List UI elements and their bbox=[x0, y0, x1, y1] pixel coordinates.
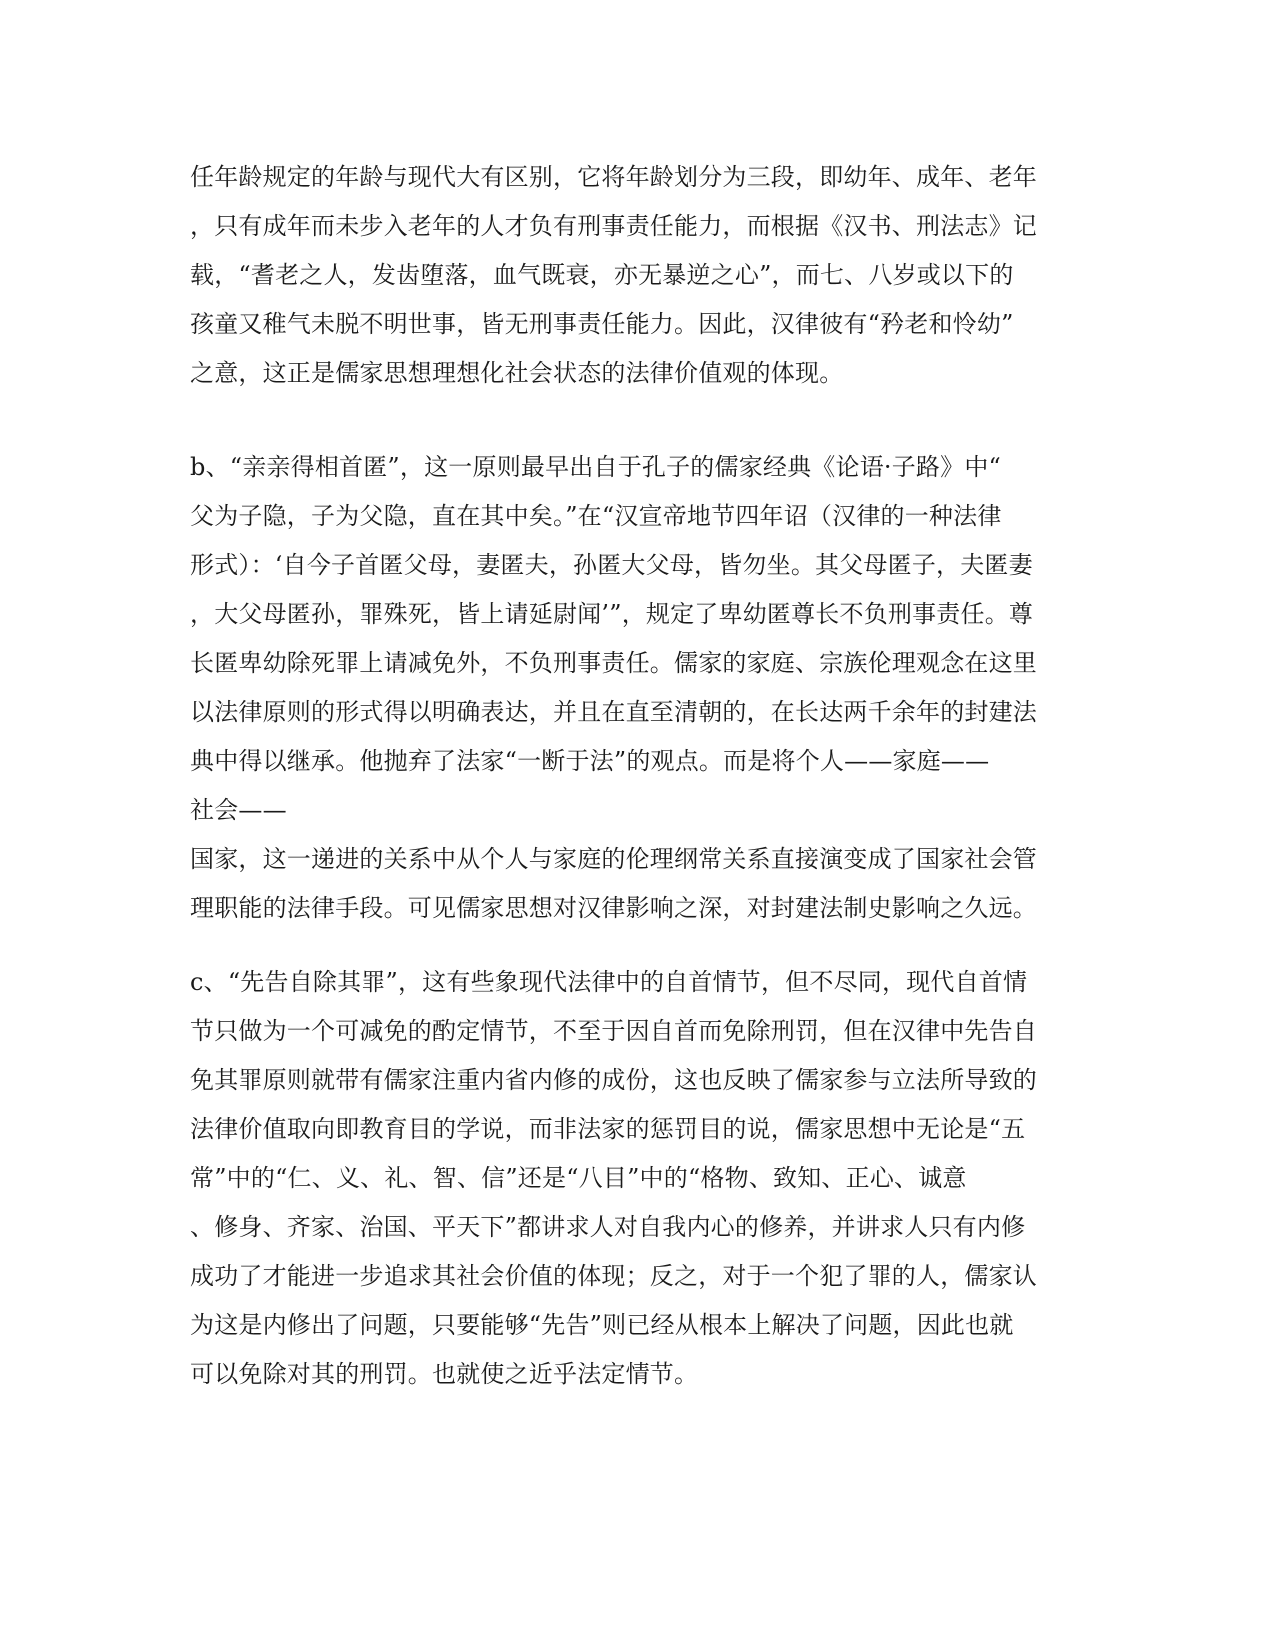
text-line: 节只做为一个可减免的酌定情节，不至于因自首而免除刑罚，但在汉律中先告自 bbox=[190, 1017, 1037, 1045]
text-line: 免其罪原则就带有儒家注重内省内修的成份，这也反映了儒家参与立法所导致的 bbox=[190, 1066, 1037, 1094]
text-line: 载，“耆老之人，发齿堕落，血气既衰，亦无暴逆之心”，而七、八岁或以下的 bbox=[190, 261, 1014, 289]
text-line: 、修身、齐家、治国、平天下”都讲求人对自我内心的修养，并讲求人只有内修 bbox=[190, 1213, 1026, 1241]
text-line: 典中得以继承。他抛弃了法家“一断于法”的观点。而是将个人——家庭—— bbox=[190, 747, 990, 775]
text-line: 长匿卑幼除死罪上请减免外，不负刑事责任。儒家的家庭、宗族伦理观念在这里 bbox=[190, 649, 1037, 677]
paragraph-age-responsibility bbox=[190, 153, 1090, 398]
text-line: 之意，这正是儒家思想理想化社会状态的法律价值观的体现。 bbox=[190, 359, 844, 387]
text-line: b、“亲亲得相首匿”，这一原则最早出自于孔子的儒家经典《论语·子路》中“ bbox=[190, 453, 1001, 481]
text-line: 社会—— bbox=[190, 796, 287, 824]
text-line: ，只有成年而未步入老年的人才负有刑事责任能力，而根据《汉书、刑法志》记 bbox=[190, 212, 1037, 240]
text-line: 形式）：‘自今子首匿父母，妻匿夫，孙匿大父母，皆勿坐。其父母匿子，夫匿妻 bbox=[190, 551, 1033, 579]
text-line: 国家，这一递进的关系中从个人与家庭的伦理纲常关系直接演变成了国家社会管 bbox=[190, 845, 1037, 873]
text-line: 法律价值取向即教育目的学说，而非法家的惩罚目的说，儒家思想中无论是“五 bbox=[190, 1115, 1026, 1143]
paragraph-b-kinship-concealment bbox=[190, 443, 1090, 933]
text-line: 成功了才能进一步追求其社会价值的体现；反之，对于一个犯了罪的人，儒家认 bbox=[190, 1262, 1037, 1290]
text-line: 父为子隐，子为父隐，直在其中矣。”在“汉宣帝地节四年诏（汉律的一种法律 bbox=[190, 502, 1002, 530]
text-line: 以法律原则的形式得以明确表达，并且在直至清朝的，在长达两千余年的封建法 bbox=[190, 698, 1037, 726]
text-line: 可以免除对其的刑罚。也就使之近乎法定情节。 bbox=[190, 1360, 699, 1388]
text-line: c、“先告自除其罪”，这有些象现代法律中的自首情节，但不尽同，现代自首情 bbox=[190, 968, 1028, 996]
text-line: ，大父母匿孙，罪殊死，皆上请延尉闻’”，规定了卑幼匿尊长不负刑事责任。尊 bbox=[190, 600, 1034, 628]
text-line: 常”中的“仁、义、礼、智、信”还是“八目”中的“格物、致知、正心、诚意 bbox=[190, 1164, 967, 1192]
text-line: 为这是内修出了问题，只要能够“先告”则已经从根本上解决了问题，因此也就 bbox=[190, 1311, 1014, 1339]
paragraph-c-self-report bbox=[190, 958, 1090, 1399]
text-line: 理职能的法律手段。可见儒家思想对汉律影响之深，对封建法制史影响之久远。 bbox=[190, 894, 1037, 922]
text-line: 孩童又稚气未脱不明世事，皆无刑事责任能力。因此，汉律彼有“矜老和怜幼” bbox=[190, 310, 1014, 338]
text-line: 任年龄规定的年龄与现代大有区别，它将年龄划分为三段，即幼年、成年、老年 bbox=[190, 163, 1037, 191]
